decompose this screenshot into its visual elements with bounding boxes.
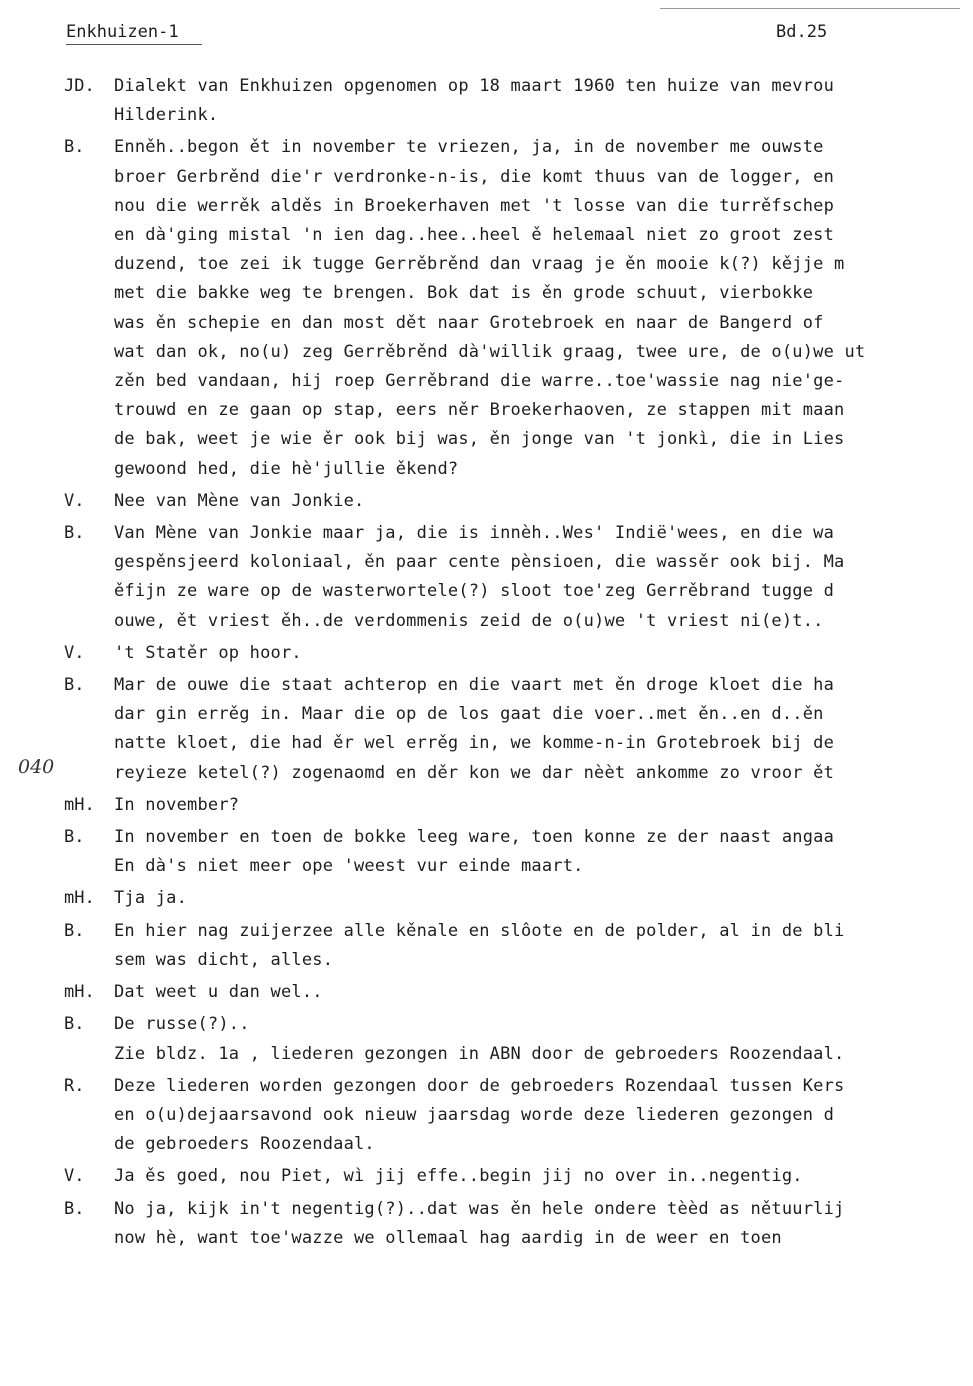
margin-note: 040 [18,756,55,778]
transcript-entry [64,639,969,668]
transcript-entry [64,671,969,788]
utterance-text: In november en toen de bokke leeg ware, toen konne ze der naast angaa En dà's niet meer ope 'weest vur einde maart. [114,827,835,877]
speaker-label: B. [64,1014,85,1035]
speaker-label: B. [64,920,85,941]
speaker-label: B. [64,675,85,696]
transcript-entry [64,1072,969,1160]
utterance-text: Ja ěs goed, nou Piet, wì jij effe..begin jij no over in..negentig. [114,1166,803,1187]
speaker-label: B. [64,827,85,848]
transcript-entry [64,1195,969,1253]
speaker-label: mH. [64,794,95,815]
speaker-label: V. [64,1166,85,1187]
speaker-label: mH. [64,982,95,1003]
transcript-entry [64,917,969,975]
utterance-text: No ja, kijk in't negentig(?)..dat was ěn hele ondere tèèd as nětuurlij now hè, want toe'wazze we ollemaal hag aardig in de weer en toen [114,1198,845,1248]
transcript-entry [64,884,969,913]
speaker-label: B. [64,523,85,544]
speaker-label: R. [64,1075,85,1096]
transcript-entry [64,133,969,483]
speaker-label: B. [64,1198,85,1219]
utterance-text: Mar de ouwe die staat achterop en die vaart met ěn droge kloet die ha dar gin errěg in. Maar die op de los gaat die voer..met ěn..en d..ěn natte kloet, die had ěr wel errěg in, we komme-n-in Grotebroek bij de reyieze ketel(?) zogenaomd en děr kon we dar nèèt ankomme zo vroor ět [114,675,835,783]
transcript-entry [64,487,969,516]
speaker-label: V. [64,642,85,663]
transcript-entry [64,978,969,1007]
utterance-text: Van Mène van Jonkie maar ja, die is innèh..Wes' Indië'wees, en die wa gespěnsjeerd koloniaal, ěn paar cente pènsioen, die wassěr ook bij. Ma ěfijn ze ware op de wasterwortele(?) sloot toe'zeg Gerrěbrand tugge d ouwe, ět vriest ěh..de verdommenis zeid de o(u)we 't vriest ni(e)t.. [114,523,845,631]
utterance-text: Nee van Mène van Jonkie. [114,490,365,511]
utterance-text: Dialekt van Enkhuizen opgenomen op 18 maart 1960 ten huize van mevrou Hilderink. [114,76,835,126]
transcript-entry [64,519,969,636]
speaker-label: B. [64,137,85,158]
utterance-text: In november? [114,794,240,815]
utterance-text: En hier nag zuijerzee alle kěnale en slôote en de polder, al in de bli sem was dicht, alles. [114,920,845,970]
utterance-text: Deze liederen worden gezongen door de gebroeders Rozendaal tussen Kers en o(u)dejaarsavond ook nieuw jaarsdag worde deze liederen gezongen d de gebroeders Roozendaal. [114,1075,845,1155]
speaker-label: mH. [64,888,95,909]
utterance-text: Enněh..begon ět in november te vriezen, ja, in de november me ouwste broer Gerbrěnd die'r verdronke-n-is, die komt thuus van de logger, en nou die werrěk alděs in Broekerhaven met 't losse van die turrěfschep en dà'ging mistal 'n ien dag..hee..heel ě helemaal niet zo groot zest duzend, toe zei ik tugge Gerrěbrěnd dan vraag je ěn mooie k(?) kějje m met die bakke weg te brengen. Bok dat is ěn grode schuut, vierbokke was ěn schepie en dan most dět naar Grotebroek en naar de Bangerd of wat dan ok, no(u) zeg Gerrěbrěnd dà'willik graag, twee ure, de o(u)we ut zěn bed vandaan, hij roep Gerrěbrand die warre..toe'wassie nag nie'ge- trouwd en ze gaan op stap, eers něr Broekerhaoven, ze stappen mit maan de bak, weet je wie ěr ook bij was, ěn jonge van 't jonkì, die in Lies gewoond hed, die hè'jullie ěkend? [114,137,866,479]
utterance-text: Tja ja. [114,888,188,909]
transcript-entry [64,791,969,820]
header-rule-top [660,8,960,9]
transcript-entry [64,1162,969,1191]
utterance-text: Dat weet u dan wel.. [114,982,323,1003]
utterance-text: 't Statěr op hoor. [114,642,302,663]
speaker-label: JD. [64,76,95,96]
page-title: Enkhuizen-1 [66,22,179,42]
speaker-label: V. [64,490,85,511]
transcript-body [64,72,969,1256]
volume-number: Bd.25 [776,22,828,42]
transcript-entry [64,1010,969,1068]
utterance-text: De russe(?).. Zie bldz. 1a , liederen gezongen in ABN door de gebroeders Roozendaal. [114,1014,845,1064]
title-underline [66,44,202,45]
transcript-entry [64,823,969,881]
transcript-entry [64,72,969,130]
